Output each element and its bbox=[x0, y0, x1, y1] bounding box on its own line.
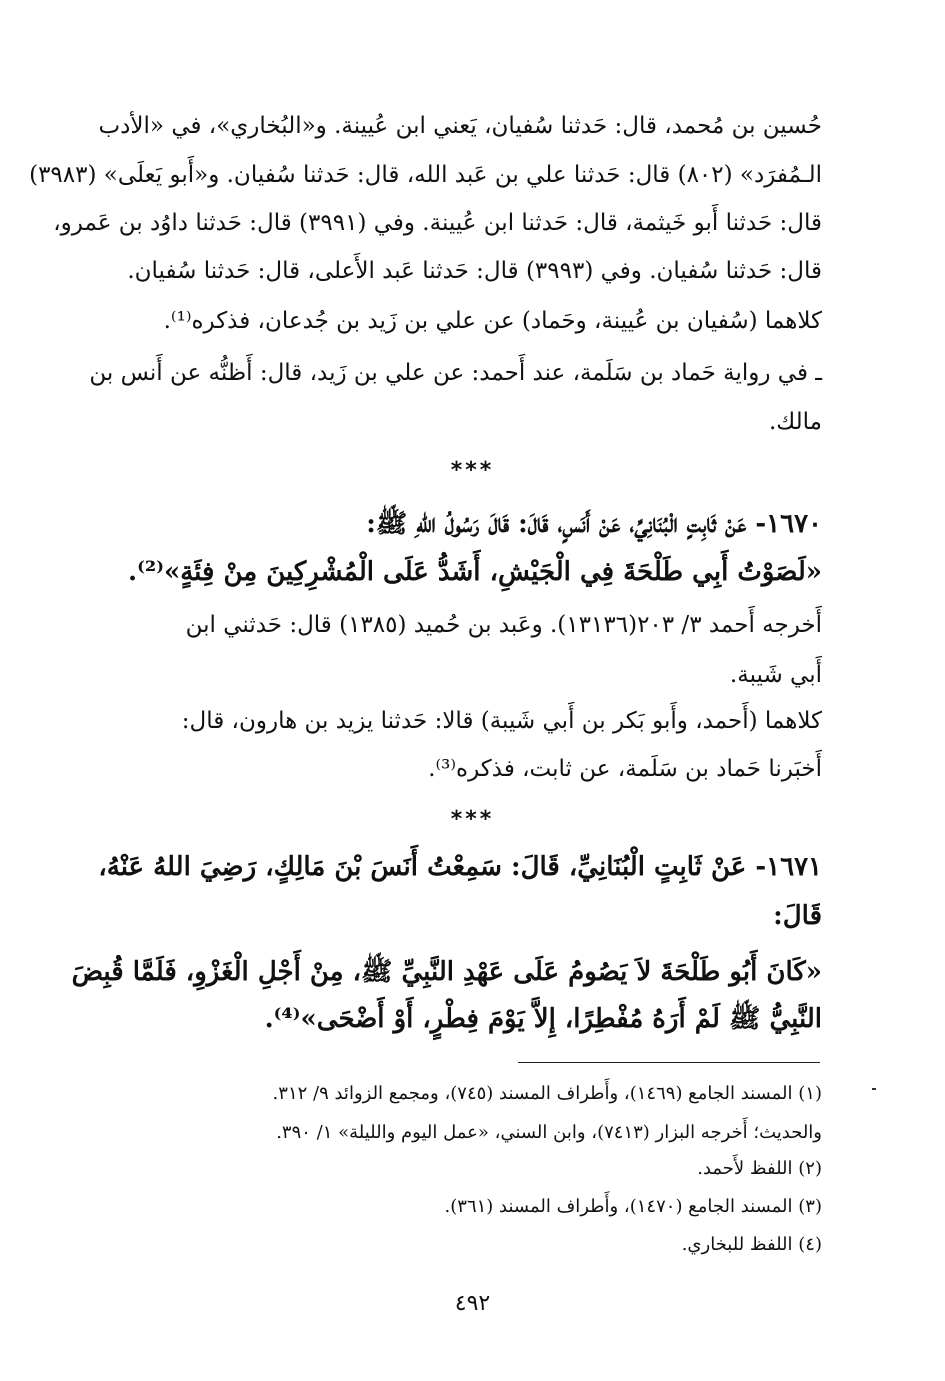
footnote-divider bbox=[518, 1062, 820, 1063]
footnote: (٤) اللفظ للبخاري. bbox=[681, 1234, 822, 1255]
margin-mark bbox=[872, 1088, 876, 1090]
hadith-text-line: «كَانَ أَبُو طَلْحَةَ لاَ يَصُومُ عَلَى عَهْدِ النَّبِيِّ ﷺ، مِنْ أَجْلِ الْغَزْوِ، فَلَمَّا قُبِضَ bbox=[71, 957, 822, 987]
text-line: حُسين بن مُحمد، قال: حَدثنا سُفيان، يَعني ابن عُيينة. و«البُخاري»، في «الأدب bbox=[98, 113, 822, 139]
hadith-text-line: ١٦٧١- عَنْ ثَابِتٍ الْبُنَانِيِّ، قَالَ: سَمِعْتُ أَنَسَ بْنَ مَالِكٍ، رَضِيَ اللهُ عَنْهُ، bbox=[98, 852, 822, 882]
takhrij-line: أَخبَرنا حَماد بن سَلَمة، عن ثابت، فذكره⁽³⁾. bbox=[428, 756, 822, 782]
page-number: ٤٩٢ bbox=[454, 1291, 491, 1316]
takhrij-line: أَبي شَيبة. bbox=[729, 662, 822, 688]
hadith-text-line: «لَصَوْتُ أَبِي طَلْحَةَ فِي الْجَيْشِ، أَشَدُّ عَلَى الْمُشْرِكِينَ مِنْ فِئَةٍ»⁽²⁾. bbox=[128, 557, 822, 587]
footnote: والحديث؛ أَخرجه البزار (٧٤١٣)، وابن السني، «عمل اليوم والليلة» ١/ ٣٩٠. bbox=[276, 1122, 822, 1143]
hadith-text-line: قَالَ: bbox=[773, 901, 822, 931]
footnote: (١) المسند الجامع (١٤٦٩)، وأَطراف المسند (٧٤٥)، ومجمع الزوائد ٩/ ٣١٢. bbox=[272, 1083, 822, 1104]
text-line: الـمُفرَد» (٨٠٢) قال: حَدثنا علي بن عَبد الله، قال: حَدثنا سُفيان. و«أَبو يَعلَى» (٣٩٨٣) bbox=[29, 162, 822, 188]
takhrij-line: أَخرجه أَحمد ٣/ ٢٠٣(١٣١٣٦). وعَبد بن حُميد (١٣٨٥) قال: حَدثني ابن bbox=[185, 612, 822, 638]
text-line: ـ في رواية حَماد بن سَلَمة، عند أَحمد: عن علي بن زَيد، قال: أَظنُّه عن أَنس بن bbox=[89, 360, 822, 386]
text-line: مالك. bbox=[768, 409, 822, 435]
text-line: قال: حَدثنا أَبو خَيثمة، قال: حَدثنا ابن عُيينة. وفي (٣٩٩١) قال: حَدثنا داوُد بن عَمرو، bbox=[53, 210, 822, 236]
footnote: (٢) اللفظ لأَحمد. bbox=[697, 1158, 822, 1179]
section-separator: *** bbox=[450, 807, 495, 832]
footnote: (٣) المسند الجامع (١٤٧٠)، وأَطراف المسند (٣٦١). bbox=[444, 1196, 822, 1217]
hadith-text-line: ١٦٧٠- عَنْ ثَابِتٍ الْبُنَانِيِّ، عَنْ أَنَسٍ، قَالَ: قَالَ رَسُولُ اللهِ ﷺ: bbox=[366, 509, 822, 539]
section-separator: *** bbox=[450, 458, 495, 483]
text-line: قال: حَدثنا سُفيان. وفي (٣٩٩٣) قال: حَدثنا عَبد الأَعلى، قال: حَدثنا سُفيان. bbox=[127, 258, 822, 284]
hadith-text-line: النَّبِيُّ ﷺ لَمْ أَرَهُ مُفْطِرًا، إِلاَّ يَوْمَ فِطْرٍ، أَوْ أَضْحَى»⁽⁴⁾. bbox=[264, 1004, 822, 1034]
text-line: كلاهما (سُفيان بن عُيينة، وحَماد) عن علي بن زَيد بن جُدعان، فذكره⁽¹⁾. bbox=[163, 308, 822, 334]
takhrij-line: كلاهما (أَحمد، وأَبو بَكر بن أَبي شَيبة) قالا: حَدثنا يزيد بن هارون، قال: bbox=[181, 708, 822, 734]
